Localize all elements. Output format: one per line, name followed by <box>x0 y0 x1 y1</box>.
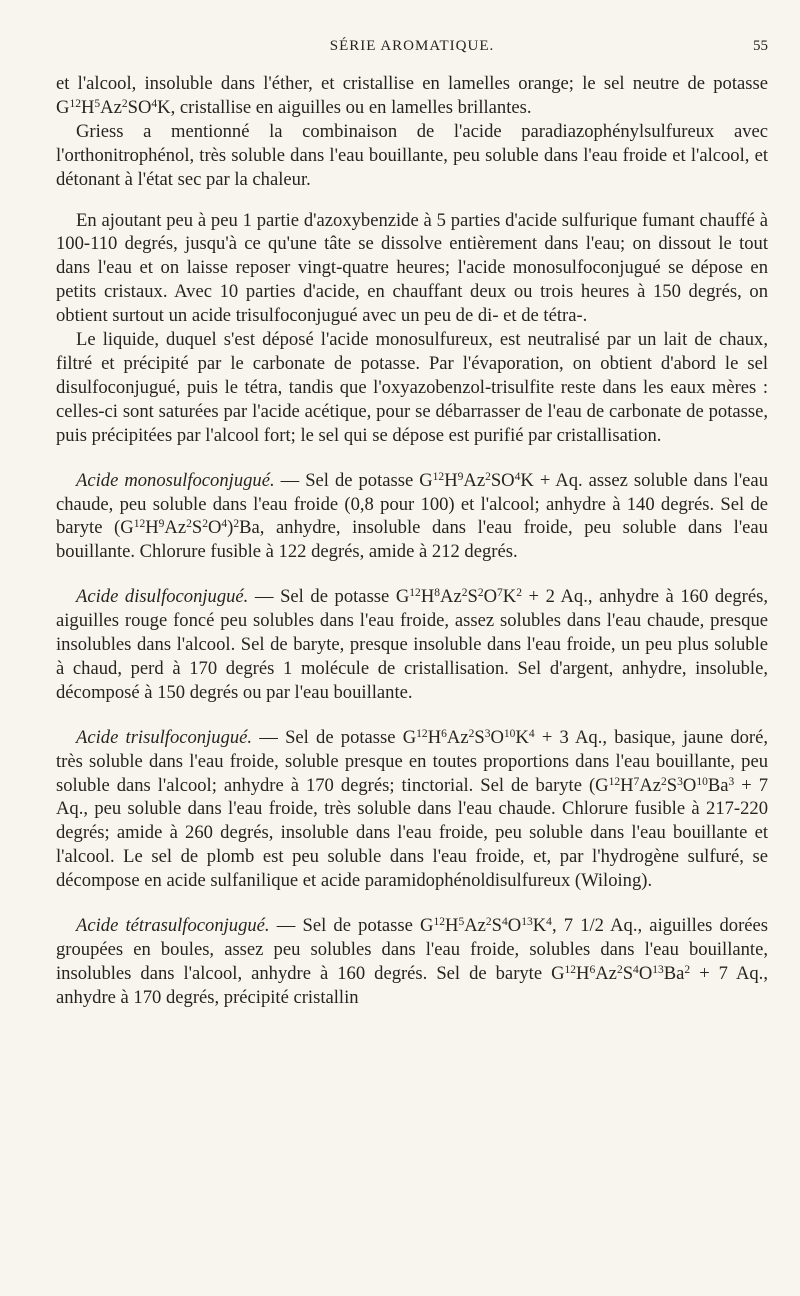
paragraph: Acide monosulfoconjugué. — Sel de potasse $G^{12}H^9Az^2SO^4K + Aq$. assez soluble dans l'eau chaude, peu soluble dans l'eau froide (0,8 pour 100) et l'alcool; anhydre à 140 degrés. Sel de baryte $(G^{12}H^9Az^2S^2O^4)^2Ba$, anhydre, insoluble dans l'eau froide, peu soluble dans l'eau bouillante. Chlorure fusible à 122 degrés, amide à 212 degrés. <box>56 469 768 563</box>
paragraph: Griess a mentionné la combinaison de l'acide paradiazophénylsulfureux avec l'orthonitrophénol, très soluble dans l'eau bouillante, peu soluble dans l'eau froide et l'alcool, et détonant à l'état sec par la chaleur. <box>56 120 768 190</box>
page-header <box>56 38 768 60</box>
body-text <box>56 72 768 1010</box>
page-number: 55 <box>753 38 768 54</box>
paragraph: Acide disulfoconjugué. — Sel de potasse $G^{12}H^8Az^2S^2O^7K^2 + 2$ Aq., anhydre à 160 degrés, aiguilles rouge foncé peu solubles dans l'eau froide, assez solubles dans l'eau chaude, presque insolubles dans l'alcool. Sel de baryte, presque insoluble dans l'eau froide, un peu plus soluble à chaud, perd à 170 degrés 1 molécule de cristallisation. Sel d'argent, anhydre, insoluble, décomposé à 150 degrés ou par l'eau bouillante. <box>56 586 769 703</box>
paragraph-gap <box>56 564 768 585</box>
paragraph-gap <box>56 705 768 726</box>
paragraph: Acide trisulfoconjugué. — Sel de potasse $G^{12}H^6Az^2S^3O^{10}K^4 + 3$ Aq., basique, jaune doré, très soluble dans l'eau froide, soluble presque en toutes proportions dans l'eau bouillante, peu soluble dans l'alcool; anhydre à 170 degrés; tinctorial. Sel de baryte ($G^{12}H^7Az^2S^3O^{10}Ba^3 + 7$ Aq., peu soluble dans l'eau froide, très soluble dans l'eau chaude. Chlorure fusible à 217-220 degrés; amide à 260 degrés, insoluble dans l'eau froide, peu soluble dans l'eau bouillante et l'alcool. Le sel de plomb est peu soluble dans l'eau froide, et, par l'hydrogène sulfuré, se décompose en acide sulfanilique et acide paramidophénoldisulfureux (Wiloing). <box>56 726 769 892</box>
paragraph: En ajoutant peu à peu 1 partie d'azoxybenzide à 5 parties d'acide sulfurique fumant chauffé à 100-110 degrés, jusqu'à ce qu'une tâte se dissolve entièrement dans l'eau; on dissout le tout dans l'eau et on laisse reposer vingt-quatre heures; l'acide monosulfoconjugué se dépose en petits cristaux. Avec 10 parties d'acide, en chauffant deux ou trois heures à 150 degrés, on obtient surtout un acide trisulfoconjugué avec un peu de di- et de tétra-. <box>56 209 768 327</box>
paragraph: Le liquide, duquel s'est déposé l'acide monosulfureux, est neutralisé par un lait de chaux, filtré et précipité par le carbonate de potasse. Par l'évaporation, on obtient d'abord le sel disulfoconjugué, puis le tétra, tandis que l'oxyazobenzol-trisulfite reste dans les eaux mères : celles-ci sont saturées par l'acide acétique, pour se débarrasser de l'eau de carbonate de potasse, puis précipitées par l'alcool fort; le sel qui se dépose est purifié par cristallisation. <box>56 329 768 446</box>
paragraph-gap <box>56 448 768 469</box>
paragraph: Acide tétrasulfoconjugué. — Sel de potasse $G^{12}H^5Az^2S^4O^{13}K^4$, 7 1/2 Aq., aiguilles dorées groupées en boules, assez peu solubles dans l'eau froide, solubles dans l'eau bouillante, insolubles dans l'alcool, anhydre à 160 degrés. Sel de baryte $G^{12}H^6Az^2S^4O^{13}Ba^2 + 7$ Aq., anhydre à 170 degrés, précipité cristallin <box>56 915 769 1008</box>
paragraph-gap <box>56 893 768 914</box>
running-title: SÉRIE AROMATIQUE. <box>329 38 495 54</box>
paragraph-gap <box>56 192 768 209</box>
paragraph: et l'alcool, insoluble dans l'éther, et cristallise en lamelles orange; le sel neutre de potasse $G^{12}H^5Az^2SO^4K$, cristallise en aiguilles ou en lamelles brillantes. <box>56 73 768 118</box>
